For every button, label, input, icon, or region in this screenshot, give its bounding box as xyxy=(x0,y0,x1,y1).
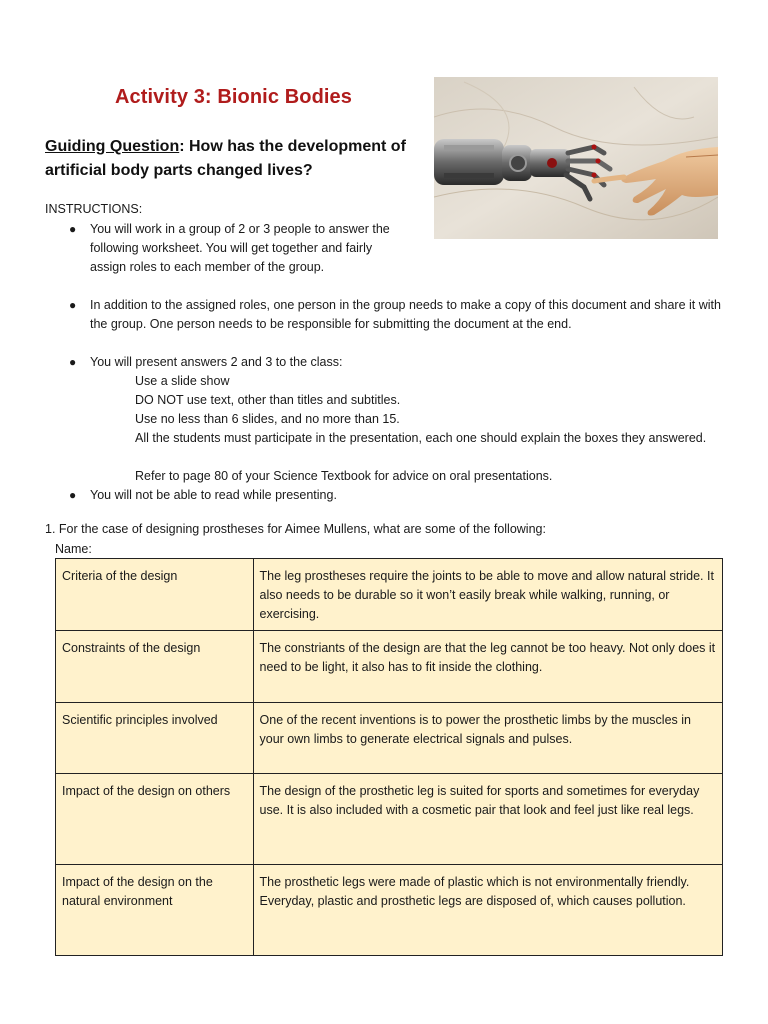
guiding-question-label: Guiding Question xyxy=(45,138,180,155)
instruction-text: You will not be able to read while presenting. xyxy=(90,488,337,502)
presentation-rule: Use a slide show xyxy=(135,374,230,388)
bullet-icon: ● xyxy=(69,298,77,312)
table-row xyxy=(56,703,723,774)
bullet-icon: ● xyxy=(69,488,77,502)
row-answer[interactable]: One of the recent inventions is to power the prosthetic limbs by the muscles in your own limbs to generate electrical signals and pulses. xyxy=(253,703,722,774)
instructions-heading: INSTRUCTIONS: xyxy=(45,202,143,216)
bullet-icon: ● xyxy=(69,222,77,236)
guiding-question xyxy=(45,135,430,183)
presentation-rule: Refer to page 80 of your Science Textbook for advice on oral presentations. xyxy=(135,469,553,483)
instruction-text: You will work in a group of 2 or 3 people to answer the following worksheet. You will get together and fairly assign roles to each member of the group. xyxy=(90,222,390,274)
presentation-rule: All the students must participate in the presentation, each one should explain the boxes they answered. xyxy=(135,431,707,445)
row-answer[interactable]: The leg prostheses require the joints to be able to move and allow natural stride. It also needs to be durable so it won’t easily break while walking, running, or exercising. xyxy=(253,559,722,631)
row-answer[interactable]: The design of the prosthetic leg is suited for sports and sometimes for everyday use. It is also included with a cosmetic pair that look and feel just like real legs. xyxy=(253,774,722,865)
row-label: Constraints of the design xyxy=(56,631,254,703)
instruction-text: In addition to the assigned roles, one person in the group needs to make a copy of this document and share it with the group. One person needs to be responsible for submitting the document at the end. xyxy=(90,298,721,331)
bullet-icon: ● xyxy=(69,355,77,369)
robot-hand-image xyxy=(434,77,718,239)
table-row xyxy=(56,865,723,956)
row-label: Criteria of the design xyxy=(56,559,254,631)
question-1: 1. For the case of designing prostheses for Aimee Mullens, what are some of the following: xyxy=(45,522,546,536)
creation-of-adam-icon xyxy=(434,77,718,239)
row-label: Impact of the design on others xyxy=(56,774,254,865)
row-answer[interactable]: The prosthetic legs were made of plastic which is not environmentally friendly. Everyday, plastic and prosthetic legs are disposed of, which causes pollution. xyxy=(253,865,722,956)
page-title: Activity 3: Bionic Bodies xyxy=(115,86,352,108)
table-row xyxy=(56,631,723,703)
guiding-question-text: : How has the development of artificial body parts changed lives? xyxy=(45,138,406,179)
row-answer[interactable]: The constriants of the design are that the leg cannot be too heavy. Not only does it need to be light, it also has to fit inside the clothing. xyxy=(253,631,722,703)
row-label: Impact of the design on the natural environment xyxy=(56,865,254,956)
table-row xyxy=(56,774,723,865)
presentation-rule: Use no less than 6 slides, and no more than 15. xyxy=(135,412,400,426)
presentation-rule: DO NOT use text, other than titles and subtitles. xyxy=(135,393,401,407)
name-label: Name: xyxy=(55,542,92,556)
table-row xyxy=(56,559,723,631)
row-label: Scientific principles involved xyxy=(56,703,254,774)
instruction-text: You will present answers 2 and 3 to the class: xyxy=(90,355,343,369)
design-table xyxy=(55,558,723,956)
